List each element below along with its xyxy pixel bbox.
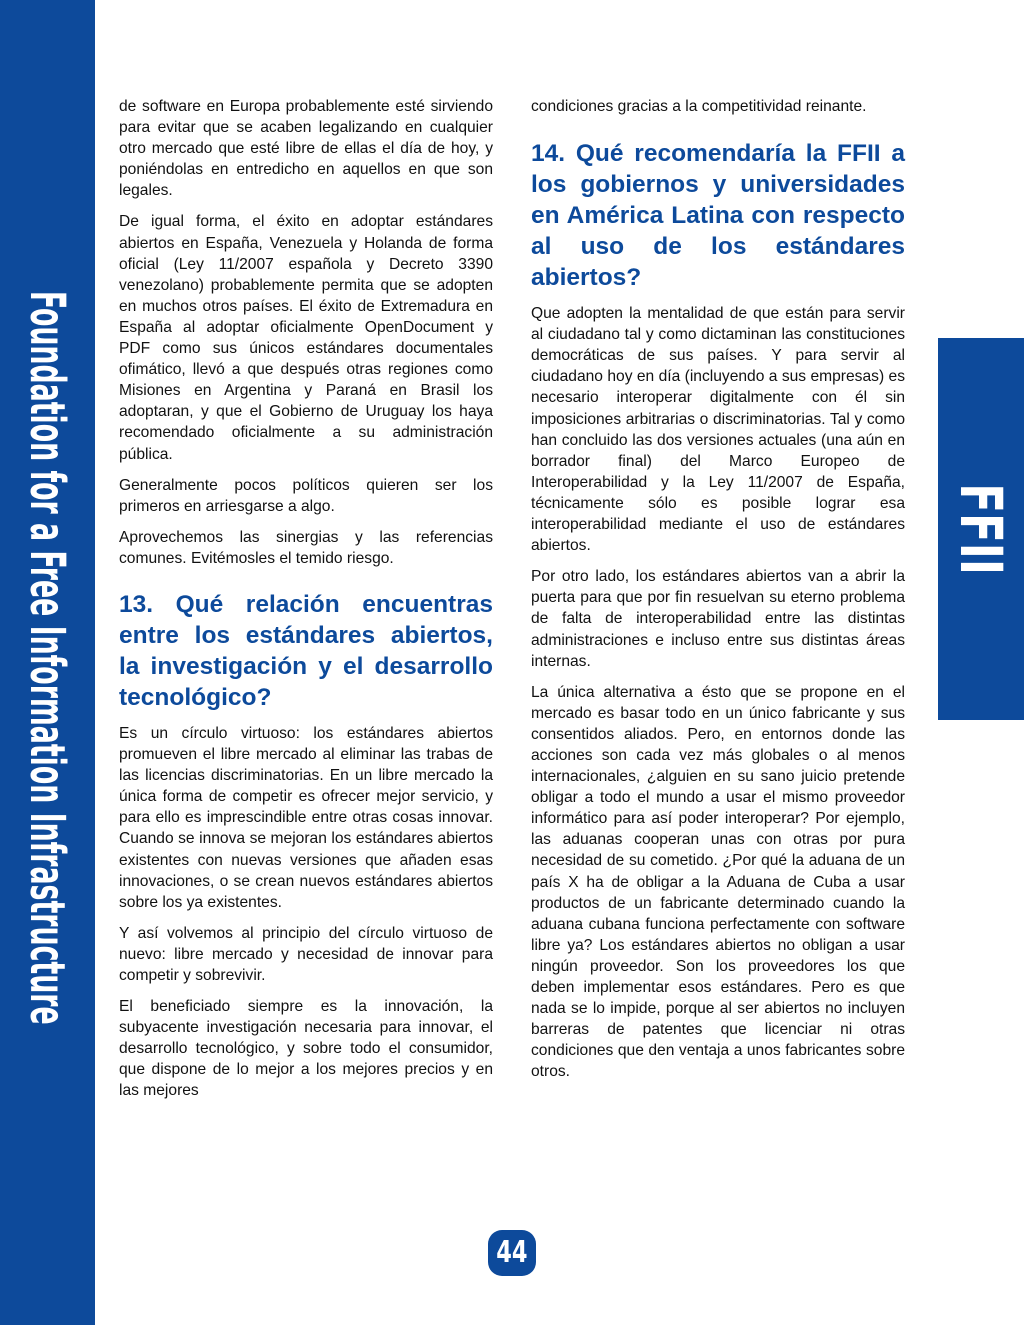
- paragraph: Aprovechemos las sinergias y las referencias comunes. Evitémosles el temido riesgo.: [119, 528, 493, 567]
- paragraph: Es un círculo virtuoso: los estándares abiertos promueven el libre mercado al eliminar las trabas de las licencias discriminatorias. En un libre mercado la única forma de competir es ofrecer mejor servicio, y para ello es imprescindible entre otras cosas innovar. Cuando se innova se mejoran los estándares abiertos existentes con nuevas versiones que añaden esas innovaciones, o se crean nuevos estándares abiertos sobre los ya existentes.: [119, 724, 493, 911]
- paragraph: Generalmente pocos políticos quieren ser los primeros en arriesgarse a algo.: [119, 476, 493, 515]
- sidebar-title-text: Foundation for a Free Information Infrastructure: [19, 291, 75, 1025]
- paragraph: De igual forma, el éxito en adoptar estándares abiertos en España, Venezuela y Holanda de forma oficial (Ley 11/2007 española y Decreto 3390 venezolano) probablemente permita que se adopten en muchos otros países. El éxito de Extremadura en España al adoptar oficialmente OpenDocument y PDF como sus únicos estándares documentales ofimático, llevó a que después otras regiones como Misiones en Argentina y Paraná en Brasil los adoptaran, y que el Gobierno de Uruguay los haya recomendado oficialmente a su administración pública.: [119, 213, 493, 463]
- paragraph: Que adopten la mentalidad de que están para servir al ciudadano tal y como dictaminan las constituciones democráticas de sus países. Y para servir al ciudadano hoy en día (incluyendo a sus empresas) es necesario interoperar digitalmente con él sin imposiciones arbitrarias o discriminatorias. Tal y como han concluido las dos versiones actuales (una aún en borrador final) del Marco Europeo de Interoperabilidad y la Ley 11/2007 de España, técnicamente sólo es posible lograr esa interoperabilidad mediante el uso de estándares abiertos.: [531, 305, 905, 555]
- page-number: [488, 1230, 536, 1276]
- right-column: [531, 96, 905, 1092]
- paragraph: Y así volvemos al principio del círculo virtuoso de nuevo: libre mercado y necesidad de innovar para competir y sobrevivir.: [119, 924, 493, 984]
- ffii-tab-label-text: FFII: [947, 483, 1015, 575]
- paragraph: de software en Europa probablemente esté sirviendo para evitar que se acaben legalizando en cualquier otro mercado que esté libre de ellas el día de hoy, y poniéndolas en entredicho en aquellos en que son legales.: [119, 98, 493, 200]
- sidebar-title: [17, 58, 77, 1258]
- paragraph: La única alternativa a ésto que se propone en el mercado es basar todo en un único fabricante y sus consentidos aliados. Pero, en entornos donde las acciones son cada vez más globales o al menos internacionales, ¿alguien en su sano juicio pretende obligar a todo el mundo a usar el mismo proveedor informático para así poder interoperar? Por ejemplo, las aduanas cooperan unas con otras por pura necesidad de su cometido. ¿Por qué la aduana de un país X ha de obligar a la Aduana de Cuba a usar productos de un fabricante determinado cuando la aduana cubana funciona perfectamente con software libre ya? Los estándares abiertos no obligan a usar ningún proveedor. Son los proveedores los que deben implementar esos estándares. Pero es que nada se lo impide, porque al ser abiertos no incluyen barreras de patentes que licenciar ni otras condiciones que den ventaja a unos fabricantes sobre otros.: [531, 683, 905, 1081]
- paragraph: El beneficiado siempre es la innovación, la subyacente investigación necesaria para innovar, el desarrollo tecnológico, y sobre todo el consumidor, que dispone de lo mejor a los mejores precios y en las mejores: [119, 998, 493, 1100]
- section-heading-13: 13. Qué relación encuentras entre los estándares abiertos, la investigación y el desarrollo tecnológico?: [119, 590, 493, 711]
- paragraph: condiciones gracias a la competitividad reinante.: [531, 98, 867, 115]
- left-column: [119, 96, 493, 1112]
- section-heading-14: 14. Qué recomendaría la FFII a los gobiernos y universidades en América Latina con respecto al uso de los estándares abiertos?: [531, 140, 905, 292]
- ffii-tab-label: [946, 429, 1016, 629]
- page-number-text: 44: [496, 1235, 528, 1270]
- paragraph: Por otro lado, los estándares abiertos van a abrir la puerta para que por fin resuelvan su eterno problema de falta de interoperabilidad entre las distintas administraciones e incluso entre sus distintas áreas internas.: [531, 568, 905, 670]
